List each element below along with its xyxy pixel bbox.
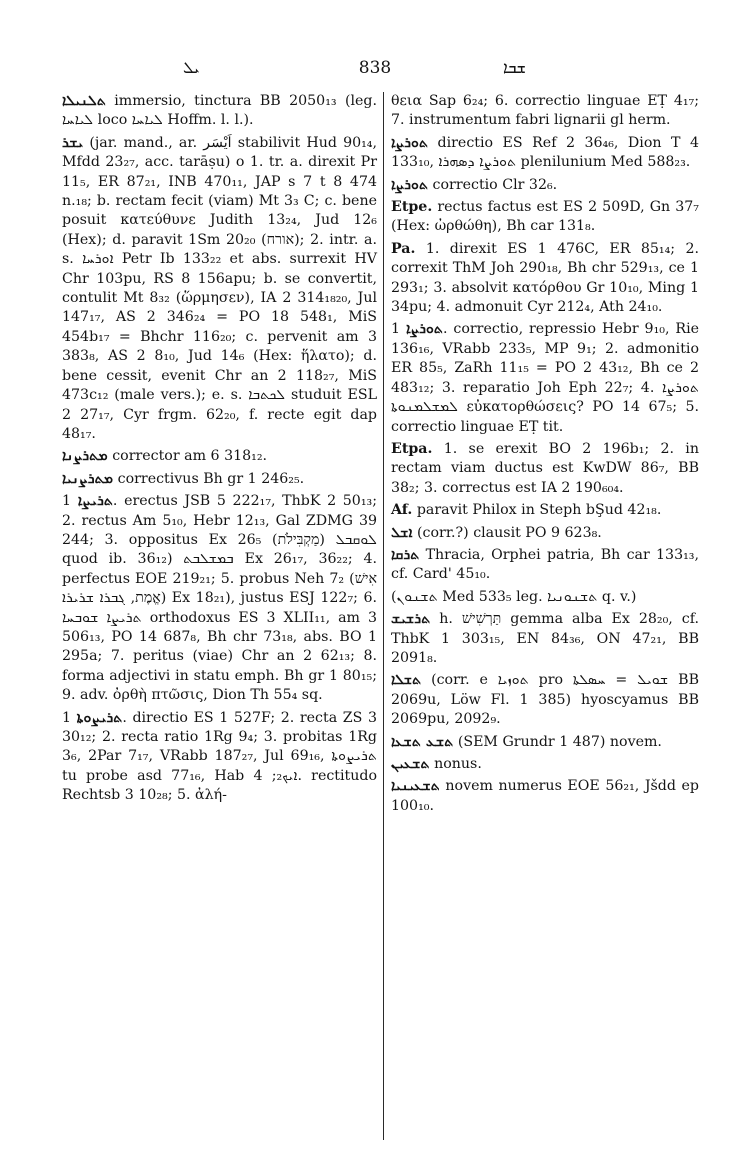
entry-text: correctio Clr 32₆. bbox=[432, 176, 558, 193]
dictionary-entry bbox=[391, 501, 699, 520]
entry-headword: ܬܫܥܝܢܝܐ bbox=[391, 778, 440, 795]
entry-text: Thracia, Orphei patria, Bh car 133₁₃, cf. Card' 45₁₀. bbox=[391, 546, 699, 583]
dictionary-entry bbox=[391, 671, 699, 729]
entry-headword: Etpa. bbox=[391, 440, 433, 457]
right-column bbox=[391, 92, 699, 819]
dictionary-entry bbox=[391, 92, 699, 131]
header-right-catchword: ܫܒܐ bbox=[503, 58, 527, 77]
entry-text: (SEM Grundr 1 487) novem. bbox=[457, 733, 662, 750]
entry-text: paravit Philox in Steph bŞud 42₁₈. bbox=[416, 502, 662, 519]
entry-text: rectus factus est ES 2 509D, Gn 37₇ (Hex: ὠρθώθη), Bh car 131₈. bbox=[391, 199, 699, 235]
dictionary-entry bbox=[62, 492, 377, 705]
entry-text: (corr. e ܬܘܙܝܐ pro ܫܘܝܠ = ܚܣܠܬܐ BB 2069u, Löw Fl. 1 385) hyoscyamus BB 2069pu, 2092₉. bbox=[391, 672, 699, 728]
entry-text: immersio, tinctura BB 2050₁₃ (leg. ܠܝܐܚܐ loco ܠܝܐܚܐ Hoffm. l. l.). bbox=[62, 93, 378, 129]
entry-text: h. תַּרְשִׁישׁ gemma alba Ex 28₂₀, cf. ThbK 1 303₁₅, EN 84₃₆, ON 47₂₁, BB 2091₈. bbox=[391, 611, 699, 666]
dictionary-entry bbox=[62, 92, 377, 131]
entry-headword: ܬܪܝܨܘܬܐ bbox=[76, 709, 123, 726]
dictionary-entry bbox=[391, 733, 699, 752]
entry-headword: ܡܬܪܨܢܐ bbox=[62, 448, 108, 465]
dictionary-entry bbox=[391, 176, 699, 195]
page-header bbox=[0, 58, 750, 82]
entry-headword: Af. bbox=[391, 502, 413, 519]
entry-headword: ܡܬܪܨܢܝܐ bbox=[62, 470, 114, 487]
entry-text: nonus. bbox=[434, 756, 482, 772]
page-number: 838 bbox=[358, 58, 392, 78]
entry-text: novem numerus EOE 56₂₁, Jšdd ep 100₁₀. bbox=[391, 778, 700, 814]
dictionary-entry bbox=[391, 588, 699, 607]
dictionary-entry bbox=[391, 440, 699, 498]
entry-headword: ܬܘܪܨܐ bbox=[391, 176, 429, 193]
dictionary-entry bbox=[391, 610, 699, 668]
dictionary-entry bbox=[391, 755, 699, 774]
dictionary-entry bbox=[391, 546, 699, 585]
entry-headword: ܬܪܩܐ bbox=[391, 546, 420, 563]
left-column bbox=[62, 92, 377, 809]
dictionary-entry bbox=[391, 198, 699, 237]
column-divider bbox=[383, 92, 384, 1140]
entry-headword: ܬܫܥ ܬܫܥܐ bbox=[391, 733, 454, 750]
entry-headword: ܬܘܪܨܐ bbox=[405, 321, 443, 338]
dictionary-entry bbox=[391, 524, 699, 543]
entry-headword: ܐܫܠ bbox=[391, 524, 413, 541]
entry-text: 1. se erexit BO 2 196b₁; 2. in rectam viam ductus est KwDW 86₇, BB 38₂; 3. correctus est IA 2 190₆₀₄. bbox=[391, 440, 699, 496]
entry-text: corrector am 6 318₁₂. bbox=[112, 448, 268, 465]
entry-headword: ܬܠܢܝܠܐ bbox=[62, 93, 106, 109]
entry-text: (jar. mand., ar. اَيْسَر stabilivit Hud 90₁₄, Mfdd 23₂₇, acc. tarāṣu) o 1. tr. a. direxit Pr 11₅, ER 87₂₁, INB 470₁₁, JAP s 7 t 8 474 n.₁₈; b. rectam fecit (viam) Mt 3₃ C; c. bene posuit κατεύθυνε Judith 13₂₄, Jud 12₆ (Hex); d. paravit 1Sm 20₂₀ (אורח); 2. intr. a. s. ܐܘܪܚܐ Petr Ib 133₂₂ et abs. surrexit HV Chr 103pu, RS 8 156apu; b. se convertit, contulit Mt 8₃₂ (ὥρμησεν), IA 2 314₁₈₂₀, Jul 147₁₇, AS 2 346₂₄ = PO 18 548₁, MiS 454b₁₇ = Bhchr 116₂₀; c. pervenit am 3 383₈, AS 2 8₁₀, Jud 14₆ (Hex: ἥλατο); d. bene cessit, evenit Chr an 2 118₂₇, MiS 473c₁₂ (male vers.); e. s. ܠܟܬܒܐ studuit ESL 2 27₁₇, Cyr frgm. 62₂₀, f. recte egit dap 48₁₇. bbox=[62, 134, 378, 442]
dictionary-entry bbox=[62, 447, 377, 466]
dictionary-entry bbox=[62, 470, 377, 489]
entry-headword: Pa. bbox=[391, 240, 416, 257]
dictionary-entry bbox=[62, 134, 377, 445]
entry-headword: ܬܪܝܨܐ bbox=[77, 493, 113, 510]
entry-headword: ܬܪܫܝܫ bbox=[391, 611, 431, 628]
dictionary-entry bbox=[391, 320, 699, 436]
dictionary-entry bbox=[62, 709, 377, 806]
entry-headword: Etpe. bbox=[391, 199, 433, 216]
entry-text: directio ES Ref 2 36₄₆, Dion T 4 133₁₀, ܬܘܪܨܐ ܕܣܗܪܐ plenilunium Med 588₂₃. bbox=[391, 134, 699, 171]
entry-text: (ܬܫܢܘܢ Med 533₅ leg. ܬܫܢܘܢܝܐ q. v.) bbox=[391, 588, 637, 605]
dictionary-entry bbox=[391, 240, 699, 318]
entry-text: 1. correctio, repressio Hebr 9₁₀, Rie 136₁₆, VRabb 233₅, MP 9₁; 2. admonitio ER 85₅, ZaRh 11₁₅ = PO 2 43₁₂, Bh ce 2 483₁₂; 3. reparatio Joh Eph 22₇; 4. ܬܘܪܨܐ ܠܡܫܠܡܢܘܬܐ εὐκατορθώσεις? PO 14 67₅; 5. correctio linguae EṬ tit. bbox=[391, 321, 699, 435]
entry-text: correctivus Bh gr 1 246₂₅. bbox=[117, 470, 305, 487]
dictionary-entry bbox=[391, 777, 699, 816]
entry-headword: ܬܫܥܝܢ bbox=[391, 756, 430, 772]
entry-text: 1. direxit ES 1 476C, ER 85₁₄; 2. correxit ThM Joh 290₁₈, Bh chr 529₁₃, ce 1 293₁; 3. absolvit κατόρθου Gr 10₁₀, Ming 1 34pu; 4. admonuit Cyr 212₄, Ath 24₁₀. bbox=[391, 240, 700, 316]
entry-text: 1. erectus JSB 5 222₁₇, ThbK 2 50₁₃; 2. rectus Am 5₁₀, Hebr 12₁₃, Gal ZDMG 39 244; 3. oppositus Ex 26₅ (מַקְבִּילֹת) ܠܘܩܒܠ quod ib. 36₁₂) ܒܡܫܠܒܬ Ex 26₁₇, 36₂₂; 4. perfectus EOE 219₂₁; 5. probus Neh 7₂ (אִישׁ אֱמֶת, ܓܒܪܐ ܫܪܝܪܐ) Ex 18₂₁), justus ESJ 122₇; 6. ܬܪܝܨܐ ܫܘܒܚܐ orthodoxus ES 3 XLII₁₁, am 3 506₁₃, PO 14 687₈, Bh chr 73₁₈, abs. BO 1 295a; 7. peritus (viae) Chr an 2 62₁₃; 8. forma adjectivi in statu emph. Bh gr 1 80₁₅; 9. adv. ὀρθὴ πτῶσις, Dion Th 55₄ sq. bbox=[62, 493, 378, 704]
entry-text: θεια Sap 6₂₄; 6. correctio linguae EṬ 4₁₇; 7. instrumentum fabri lignarii gl herm. bbox=[391, 93, 699, 129]
entry-headword: ܬܘܪܨܐ bbox=[391, 134, 429, 151]
entry-text: 1. directio ES 1 527F; 2. recta ZS 3 30₁₂; 2. recta ratio 1Rg 9₄; 3. probitas 1Rg 3₆, 2Par 7₁₇, VRabb 187₂₇, Jul 69₁₆, ܬܪܝܨܘܬܐ tu probe asd 77₁₆, Hab ܐܝܟ₂; 4. rectitudo Rechtsb 3 10₂₈; 5. ἀλή- bbox=[62, 709, 377, 804]
header-left-catchword: ܝܠ bbox=[183, 58, 200, 77]
entry-text: (corr.?) clausit PO 9 623₈. bbox=[417, 524, 602, 541]
entry-headword: ܬܫܠܐ bbox=[391, 672, 422, 689]
entry-headword: ܝܫܪ bbox=[62, 134, 84, 151]
dictionary-entry bbox=[391, 134, 699, 173]
